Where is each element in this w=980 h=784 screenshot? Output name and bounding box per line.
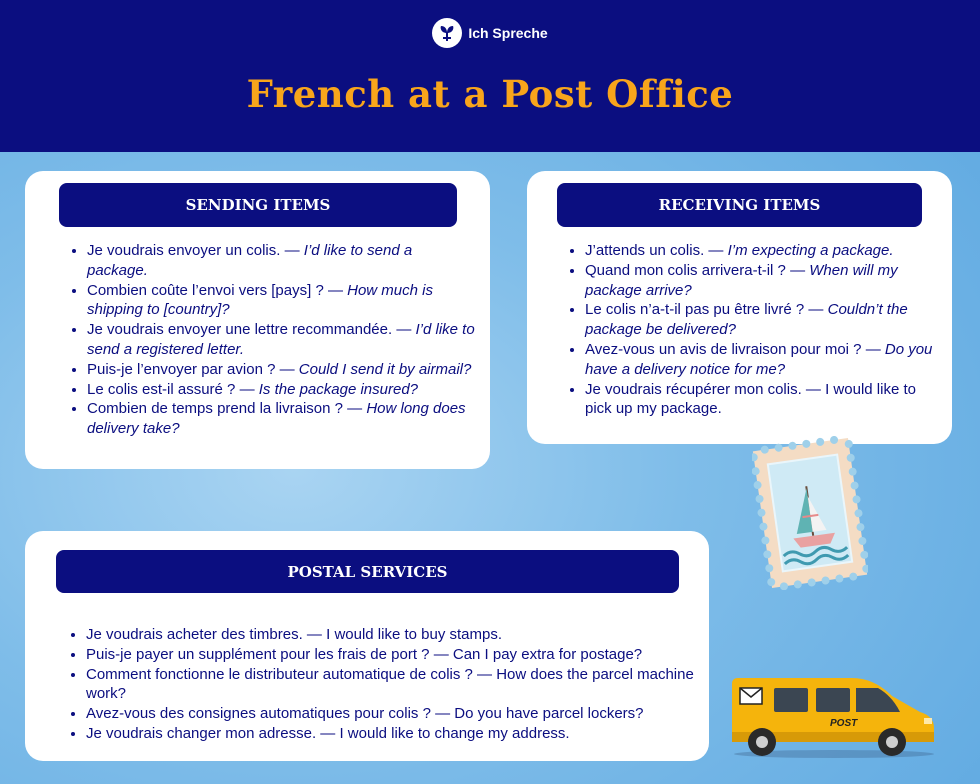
sending-items-heading: SENDING ITEMS xyxy=(59,183,457,227)
list-item: • Comment fonctionne le distributeur automatique de colis ? — How does the parcel machine work? xyxy=(86,665,716,705)
list-item: • Je voudrais acheter des timbres. — I would like to buy stamps. xyxy=(86,625,716,645)
list-item: • Puis-je l’envoyer par avion ? — Could I send it by airmail? xyxy=(87,360,477,380)
sending-items-list xyxy=(67,241,477,439)
receiving-items-list xyxy=(565,241,945,419)
list-item: • Combien coûte l’envoi vers [pays] ? — How much is shipping to [country]? xyxy=(87,281,477,321)
brand-logo-icon xyxy=(432,18,462,48)
brand[interactable] xyxy=(0,18,980,48)
list-item: • Puis-je payer un supplément pour les frais de port ? — Can I pay extra for postage? xyxy=(86,645,716,665)
list-item: • Avez-vous des consignes automatiques pour colis ? — Do you have parcel lockers? xyxy=(86,704,716,724)
list-item: • Le colis n’a-t-il pas pu être livré ? — Couldn’t the package be delivered? xyxy=(585,300,945,340)
post-van-icon xyxy=(724,672,942,758)
list-item: • Je voudrais récupérer mon colis. — I would like to pick up my package. xyxy=(585,380,945,420)
list-item: • Je voudrais changer mon adresse. — I would like to change my address. xyxy=(86,724,716,744)
list-item: • Quand mon colis arrivera-t-il ? — When will my package arrive? xyxy=(585,261,945,301)
brand-name: Ich Spreche xyxy=(468,25,548,41)
page-title: French at a Post Office xyxy=(246,72,734,116)
list-item: • Je voudrais envoyer un colis. — I’d like to send a package. xyxy=(87,241,477,281)
postal-services-card xyxy=(25,531,709,761)
sending-items-card xyxy=(25,171,490,469)
list-item: • Je voudrais envoyer une lettre recommandée. — I’d like to send a registered letter. xyxy=(87,320,477,360)
postal-services-list xyxy=(66,625,716,744)
receiving-items-heading: RECEIVING ITEMS xyxy=(557,183,922,227)
list-item: • Combien de temps prend la livraison ? — How long does delivery take? xyxy=(87,399,477,439)
list-item: • J’attends un colis. — I’m expecting a package. xyxy=(585,241,945,261)
postal-services-heading: POSTAL SERVICES xyxy=(56,550,679,593)
postage-stamp-icon xyxy=(752,436,868,590)
van-label: POST xyxy=(830,718,858,729)
header-banner xyxy=(0,0,980,152)
list-item: • Avez-vous un avis de livraison pour moi ? — Do you have a delivery notice for me? xyxy=(585,340,945,380)
receiving-items-card xyxy=(527,171,952,444)
list-item: • Le colis est-il assuré ? — Is the package insured? xyxy=(87,380,477,400)
